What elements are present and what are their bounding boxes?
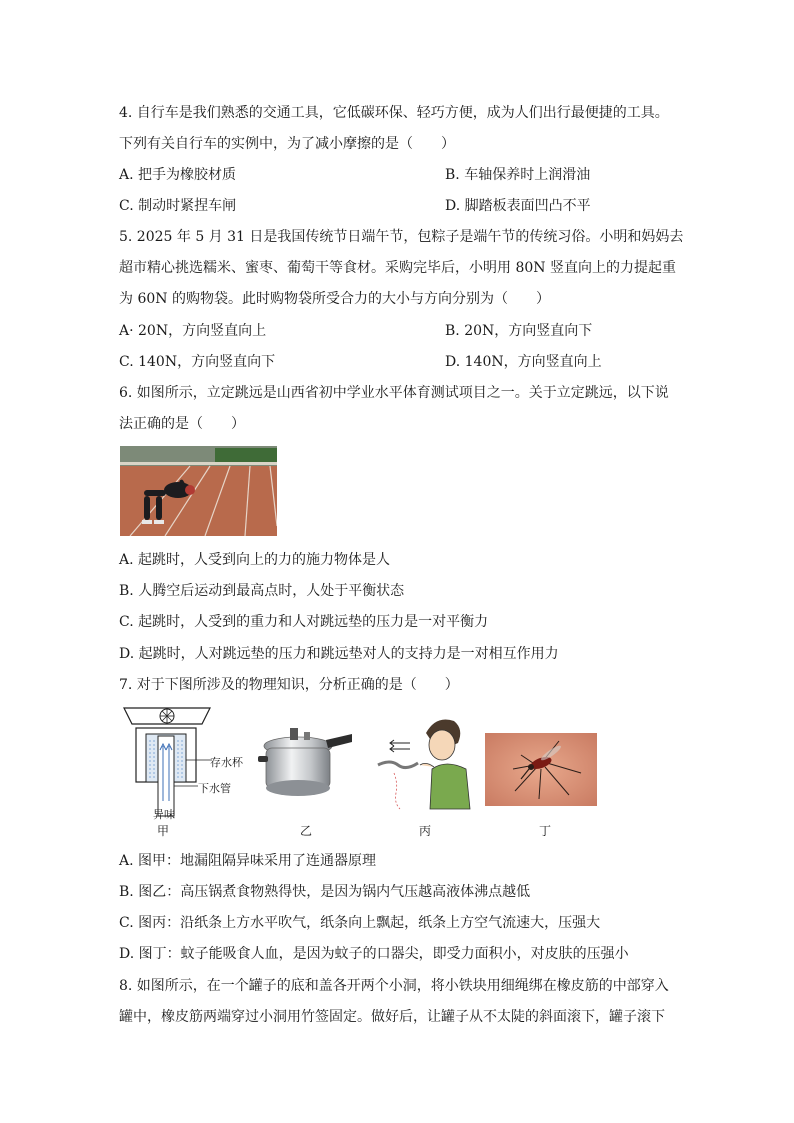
q6-stem-line1: 6. 如图所示，立定跳远是山西省初中学业水平体育测试项目之一。关于立定跳远，以下说: [119, 385, 669, 401]
q5-option-a: A· 20N，方向竖直向上: [119, 323, 267, 339]
q5-option-d: D. 140N，方向竖直向上: [445, 354, 602, 370]
q7-option-d: D. 图丁：蚊子能吸食人血，是因为蚊子的口器尖，即受力面积小，对皮肤的压强小: [119, 946, 629, 962]
q4-option-d: D. 脚踏板表面凹凸不平: [445, 198, 591, 214]
q4-option-c: C. 制动时紧捏车闸: [119, 198, 237, 214]
q4-option-a: A. 把手为橡胶材质: [119, 167, 237, 183]
fig-label-jia: 甲: [157, 824, 170, 838]
q7-option-a: A. 图甲：地漏阻隔异味采用了连通器原理: [119, 853, 377, 869]
q5-stem-line2: 超市精心挑选糯米、蜜枣、葡萄干等食材。采购完毕后，小明用 80N 竖直向上的力提起重: [119, 260, 676, 276]
pressure-cooker-image: [256, 718, 354, 800]
pipe-label: 下水管: [198, 782, 231, 795]
q6-option-a: A. 起跳时，人受到向上的力的施力物体是人: [119, 552, 391, 568]
q4-option-b: B. 车轴保养时上润滑油: [445, 167, 591, 183]
odor-label: 异味: [153, 808, 175, 821]
q7-option-c: C. 图丙：沿纸条上方水平吹气，纸条向上飘起，纸条上方空气流速大，压强大: [119, 915, 601, 931]
q4-stem-line2: 下列有关自行车的实例中，为了减小摩擦的是（ ）: [119, 136, 455, 152]
cup-label: 存水杯: [210, 756, 243, 769]
fig-label-yi: 乙: [300, 824, 313, 838]
q7-option-b: B. 图乙：高压锅煮食物熟得快，是因为锅内气压越高液体沸点越低: [119, 884, 531, 900]
q6-option-c: C. 起跳时，人受到的重力和人对跳远垫的压力是一对平衡力: [119, 614, 489, 630]
fig-label-bing: 丙: [419, 824, 432, 838]
q6-stem-line2: 法正确的是（ ）: [119, 416, 245, 432]
q8-stem-line1: 8. 如图所示，在一个罐子的底和盖各开两个小洞，将小铁块用细绳绑在橡皮筋的中部穿入: [119, 978, 669, 994]
q8-stem-line2: 罐中，橡皮筋两端穿过小洞用竹签固定。做好后，让罐子从不太陡的斜面滚下，罐子滚下: [119, 1009, 665, 1025]
floor-drain-diagram: [120, 706, 215, 818]
long-jump-photo: [120, 446, 277, 536]
q6-option-d: D. 起跳时，人对跳远垫的压力和跳远垫对人的支持力是一对相互作用力: [119, 646, 559, 662]
fig-label-ding: 丁: [539, 824, 552, 838]
blowing-paper-image: [376, 713, 472, 811]
q5-stem-line3: 为 60N 的购物袋。此时购物袋所受合力的大小与方向分别为（ ）: [119, 291, 550, 307]
q5-option-b: B. 20N，方向竖直向下: [445, 323, 593, 339]
mosquito-image: [485, 733, 597, 806]
q7-stem: 7. 对于下图所涉及的物理知识，分析正确的是（ ）: [119, 677, 459, 693]
q4-stem-line1: 4. 自行车是我们熟悉的交通工具，它低碳环保、轻巧方便，成为人们出行最便捷的工具。: [119, 105, 669, 121]
q5-stem-line1: 5. 2025 年 5 月 31 日是我国传统节日端午节，包粽子是端午节的传统习俗。小明和妈妈去: [119, 229, 684, 245]
q5-option-c: C. 140N，方向竖直向下: [119, 354, 276, 370]
q6-option-b: B. 人腾空后运动到最高点时，人处于平衡状态: [119, 583, 405, 599]
